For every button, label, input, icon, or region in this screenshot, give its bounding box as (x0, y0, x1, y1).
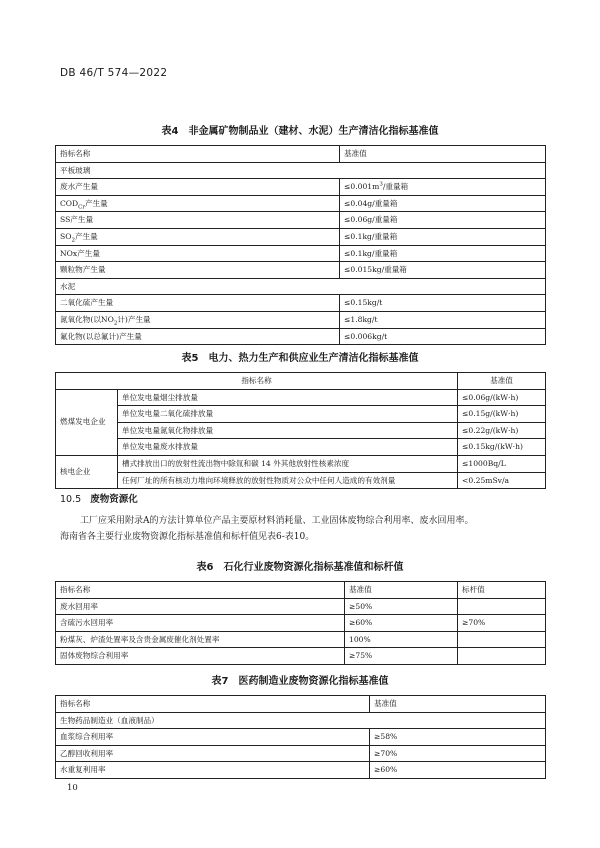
indicator-name: 单位发电量烟尘排放量 (118, 389, 458, 406)
indicator-name: 氟化物(以总氟计)产生量 (56, 328, 340, 345)
indicator-value: ≤0.1kg/重量箱 (340, 245, 546, 262)
indicator-value: <0.25mSv/a (458, 472, 546, 489)
table5-caption: 表5 电力、热力生产和供应业生产清洁化指标基准值 (181, 353, 419, 364)
table7-caption: 表7 医药制造业废物资源化指标基准值 (211, 676, 389, 687)
indicator-name: 血浆综合利用率 (56, 729, 370, 746)
indicator-name: 槽式排放出口的放射性流出物中除氚和碳 14 外其他放射性核素浓度 (118, 455, 458, 472)
table5 (55, 372, 546, 489)
category-label: 燃煤发电企业 (56, 389, 118, 455)
table-row (56, 328, 546, 345)
indicator-name: NOx产生量 (56, 245, 340, 262)
base-value: ≥75% (345, 648, 458, 665)
header-cell: 基准值 (370, 696, 546, 713)
table-row (56, 762, 546, 779)
table-row (56, 262, 546, 279)
standard-code: DB 46/T 574—2022 (60, 67, 168, 79)
indicator-value: ≥60% (370, 762, 546, 779)
indicator-name: 单位发电量氮氧化物排放量 (118, 422, 458, 439)
group-row (56, 278, 546, 295)
table-row (56, 422, 546, 439)
table4 (55, 145, 546, 345)
base-value: ≥60% (345, 615, 458, 632)
indicator-value: ≥58% (370, 729, 546, 746)
indicator-name: 粉煤灰、炉渣处置率及含贵金属废催化剂处置率 (56, 631, 345, 648)
table-row (56, 648, 546, 665)
header-cell: 基准值 (340, 146, 546, 163)
indicator-name: $COD_{Cr}$产生量 (56, 195, 340, 212)
indicator-name: 含硫污水回用率 (56, 615, 345, 632)
table-row (56, 729, 546, 746)
indicator-value: ≤0.06g/重量箱 (340, 212, 546, 229)
body-paragraph-line1: 工厂应采用附录A的方法计算单位产品主要原材料消耗量、工业固体废物综合利用率、废水回用率。 (80, 516, 474, 526)
header-cell: 指标名称 (56, 146, 340, 163)
group-label: 生物药品制造业（血液制品） (56, 712, 546, 729)
group-row (56, 712, 546, 729)
indicator-value: ≤1000Bq/L (458, 455, 546, 472)
table6 (55, 581, 546, 665)
header-cell: 基准值 (458, 373, 546, 390)
table-row (56, 598, 546, 615)
indicator-name: 氮氧化物(以$NO_2$计)产生量 (56, 311, 340, 328)
section-title: 废物资源化 (90, 494, 138, 505)
indicator-name: 乙醇回收利用率 (56, 745, 370, 762)
indicator-name: 二氧化硫产生量 (56, 295, 340, 312)
benchmark-value (458, 648, 546, 665)
header-cell: 基准值 (345, 582, 458, 599)
indicator-value: ≤0.15kg/(kW·h) (458, 439, 546, 456)
indicator-value: ≤0.1kg/重量箱 (340, 228, 546, 245)
table-row (56, 631, 546, 648)
indicator-name: 任何厂址的所有核动力堆向环境释放的放射性物质对公众中任何人造成的有效剂量 (118, 472, 458, 489)
header-cell: 标杆值 (458, 582, 546, 599)
group-label: 平板玻璃 (56, 162, 546, 179)
table-header-row (56, 373, 546, 390)
benchmark-value (458, 631, 546, 648)
indicator-value: ≤0.15kg/t (340, 295, 546, 312)
page-number: 10 (67, 783, 78, 793)
table-row (56, 389, 546, 406)
table-row (56, 228, 546, 245)
indicator-name: 废水产生量 (56, 179, 340, 196)
indicator-name: 水重复利用率 (56, 762, 370, 779)
indicator-value: ≤0.06g/(kW·h) (458, 389, 546, 406)
indicator-value: ≤0.15g/(kW·h) (458, 406, 546, 423)
section-number: 10.5 (60, 494, 82, 505)
table4-caption: 表4 非金属矿物制品业（建材、水泥）生产清洁化指标基准值 (161, 126, 439, 137)
table-row (56, 245, 546, 262)
indicator-name: 固体废物综合利用率 (56, 648, 345, 665)
indicator-value: ≤0.015kg/重量箱 (340, 262, 546, 279)
table6-caption: 表6 石化行业废物资源化指标基准值和标杆值 (196, 562, 404, 573)
group-row (56, 162, 546, 179)
table7 (55, 695, 546, 779)
header-cell: 指标名称 (56, 582, 345, 599)
table-row (56, 311, 546, 328)
table-row (56, 179, 546, 196)
table-row (56, 615, 546, 632)
table-header-row (56, 696, 546, 713)
benchmark-value: ≥70% (458, 615, 546, 632)
benchmark-value (458, 598, 546, 615)
indicator-value: ≤0.006kg/t (340, 328, 546, 345)
base-value: ≥50% (345, 598, 458, 615)
table-header-row (56, 146, 546, 163)
indicator-value: ≥70% (370, 745, 546, 762)
table-row (56, 195, 546, 212)
base-value: 100% (345, 631, 458, 648)
indicator-value: ≤1.8kg/t (340, 311, 546, 328)
table-row (56, 212, 546, 229)
table-row (56, 745, 546, 762)
table-header-row (56, 582, 546, 599)
table-row (56, 406, 546, 423)
indicator-name: 颗粒物产生量 (56, 262, 340, 279)
header-cell: 指标名称 (56, 373, 458, 390)
indicator-name: 废水回用率 (56, 598, 345, 615)
header-cell: 指标名称 (56, 696, 370, 713)
section-heading (60, 491, 138, 505)
indicator-value: ≤0.22g/(kW·h) (458, 422, 546, 439)
table-row (56, 439, 546, 456)
indicator-value: $\le 0.001m^3/$重量箱 (340, 179, 546, 196)
indicator-name: SS产生量 (56, 212, 340, 229)
table-row (56, 295, 546, 312)
table-row (56, 455, 546, 472)
indicator-name: 单位发电量废水排放量 (118, 439, 458, 456)
body-paragraph-line2: 海南省各主要行业废物资源化指标基准值和标杆值见表6-表10。 (60, 532, 315, 542)
category-label: 核电企业 (56, 455, 118, 488)
group-label: 水泥 (56, 278, 546, 295)
indicator-name: 单位发电量二氧化硫排放量 (118, 406, 458, 423)
table-row (56, 472, 546, 489)
indicator-value: ≤0.04g/重量箱 (340, 195, 546, 212)
indicator-name: $SO_2$产生量 (56, 228, 340, 245)
